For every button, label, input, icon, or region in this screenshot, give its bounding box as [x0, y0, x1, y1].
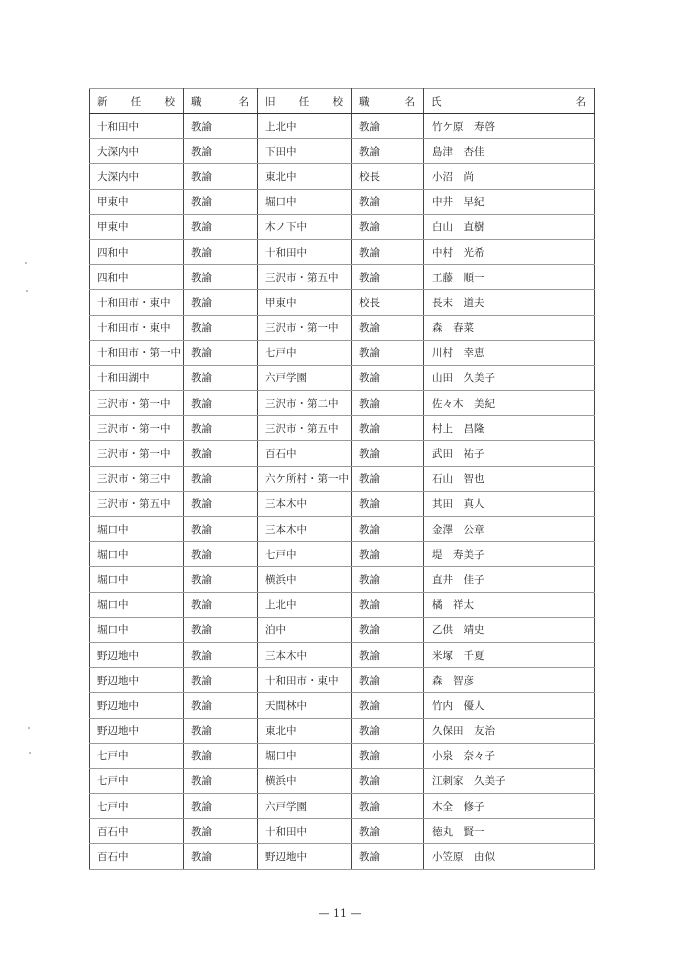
table-row	[90, 668, 595, 693]
cell-position: 教諭	[184, 239, 258, 264]
cell-old-position: 教諭	[352, 139, 424, 164]
cell-old-school: 三沢市・第一中	[258, 315, 352, 340]
cell-position: 教諭	[184, 466, 258, 491]
cell-old-position: 教諭	[352, 567, 424, 592]
cell-old-school: 木ノ下中	[258, 214, 352, 239]
cell-position: 教諭	[184, 340, 258, 365]
cell-old-school: 野辺地中	[258, 844, 352, 869]
cell-name: 金澤 公章	[424, 517, 595, 542]
cell-old-position: 教諭	[352, 239, 424, 264]
cell-old-school: 六戸学園	[258, 365, 352, 390]
cell-old-school: 横浜中	[258, 768, 352, 793]
cell-old-position: 校長	[352, 290, 424, 315]
cell-new-school: 十和田中	[90, 114, 184, 139]
header-old-position: 職 名	[352, 89, 424, 114]
cell-position: 教諭	[184, 416, 258, 441]
cell-name: 工藤 順一	[424, 265, 595, 290]
table-row	[90, 542, 595, 567]
cell-new-school: 三沢市・第一中	[90, 391, 184, 416]
cell-name: 堤 寿美子	[424, 542, 595, 567]
cell-position: 教諭	[184, 668, 258, 693]
cell-name: 小沼 尚	[424, 164, 595, 189]
cell-position: 教諭	[184, 214, 258, 239]
cell-old-school: 六ケ所村・第一中	[258, 466, 352, 491]
cell-position: 教諭	[184, 542, 258, 567]
cell-new-school: 七戸中	[90, 768, 184, 793]
cell-old-position: 教諭	[352, 718, 424, 743]
cell-name: 木全 修子	[424, 794, 595, 819]
cell-name: 米塚 千夏	[424, 642, 595, 667]
cell-name: 川村 幸恵	[424, 340, 595, 365]
cell-new-school: 十和田湖中	[90, 365, 184, 390]
cell-old-school: 十和田市・東中	[258, 668, 352, 693]
cell-name: 小笠原 由似	[424, 844, 595, 869]
cell-old-school: 上北中	[258, 114, 352, 139]
cell-name: 江刺家 久美子	[424, 768, 595, 793]
cell-name: 竹内 優人	[424, 693, 595, 718]
table-row	[90, 693, 595, 718]
table-row	[90, 416, 595, 441]
cell-old-school: 六戸学園	[258, 794, 352, 819]
cell-position: 教諭	[184, 391, 258, 416]
cell-new-school: 野辺地中	[90, 718, 184, 743]
cell-old-position: 教諭	[352, 265, 424, 290]
cell-name: 森 春菜	[424, 315, 595, 340]
cell-old-position: 教諭	[352, 441, 424, 466]
cell-old-position: 教諭	[352, 214, 424, 239]
cell-old-position: 教諭	[352, 517, 424, 542]
cell-old-position: 教諭	[352, 416, 424, 441]
table-row	[90, 491, 595, 516]
cell-position: 教諭	[184, 567, 258, 592]
header-position: 職 名	[184, 89, 258, 114]
cell-new-school: 甲東中	[90, 189, 184, 214]
cell-old-position: 教諭	[352, 668, 424, 693]
personnel-table-container	[89, 88, 594, 870]
table-row	[90, 189, 595, 214]
cell-new-school: 大深内中	[90, 139, 184, 164]
cell-position: 教諭	[184, 718, 258, 743]
cell-new-school: 四和中	[90, 239, 184, 264]
cell-old-school: 泊中	[258, 617, 352, 642]
table-row	[90, 617, 595, 642]
cell-new-school: 甲東中	[90, 214, 184, 239]
cell-position: 教諭	[184, 139, 258, 164]
cell-position: 教諭	[184, 365, 258, 390]
cell-old-position: 教諭	[352, 693, 424, 718]
table-row	[90, 441, 595, 466]
table-row	[90, 517, 595, 542]
cell-new-school: 十和田市・東中	[90, 315, 184, 340]
cell-position: 教諭	[184, 290, 258, 315]
cell-old-school: 堀口中	[258, 189, 352, 214]
cell-position: 教諭	[184, 315, 258, 340]
cell-new-school: 三沢市・第一中	[90, 416, 184, 441]
cell-new-school: 十和田市・東中	[90, 290, 184, 315]
table-header-row	[90, 89, 595, 114]
cell-old-position: 教諭	[352, 617, 424, 642]
cell-name: 久保田 友治	[424, 718, 595, 743]
cell-old-school: 三本木中	[258, 491, 352, 516]
cell-name: 中井 早紀	[424, 189, 595, 214]
cell-old-school: 七戸中	[258, 340, 352, 365]
cell-new-school: 野辺地中	[90, 642, 184, 667]
cell-new-school: 三沢市・第一中	[90, 441, 184, 466]
table-row	[90, 114, 595, 139]
cell-position: 教諭	[184, 794, 258, 819]
cell-old-school: 十和田中	[258, 239, 352, 264]
cell-new-school: 七戸中	[90, 794, 184, 819]
cell-name: 村上 昌隆	[424, 416, 595, 441]
cell-old-school: 下田中	[258, 139, 352, 164]
cell-name: 長末 道夫	[424, 290, 595, 315]
cell-old-position: 教諭	[352, 315, 424, 340]
table-row	[90, 794, 595, 819]
cell-new-school: 三沢市・第五中	[90, 491, 184, 516]
cell-old-position: 教諭	[352, 794, 424, 819]
cell-position: 教諭	[184, 517, 258, 542]
cell-old-position: 教諭	[352, 768, 424, 793]
table-row	[90, 718, 595, 743]
cell-new-school: 三沢市・第三中	[90, 466, 184, 491]
cell-old-school: 三沢市・第二中	[258, 391, 352, 416]
cell-position: 教諭	[184, 114, 258, 139]
cell-name: 徳丸 賢一	[424, 819, 595, 844]
cell-new-school: 堀口中	[90, 542, 184, 567]
cell-new-school: 野辺地中	[90, 693, 184, 718]
cell-position: 教諭	[184, 441, 258, 466]
personnel-transfer-table	[89, 88, 595, 870]
cell-new-school: 堀口中	[90, 592, 184, 617]
cell-position: 教諭	[184, 743, 258, 768]
table-row	[90, 819, 595, 844]
table-row	[90, 466, 595, 491]
cell-old-school: 十和田中	[258, 819, 352, 844]
table-row	[90, 567, 595, 592]
cell-name: 山田 久美子	[424, 365, 595, 390]
cell-new-school: 堀口中	[90, 517, 184, 542]
cell-position: 教諭	[184, 819, 258, 844]
cell-old-school: 堀口中	[258, 743, 352, 768]
cell-position: 教諭	[184, 265, 258, 290]
cell-position: 教諭	[184, 844, 258, 869]
scan-mark	[25, 262, 27, 264]
cell-old-school: 七戸中	[258, 542, 352, 567]
cell-old-school: 三本木中	[258, 517, 352, 542]
cell-position: 教諭	[184, 617, 258, 642]
cell-old-position: 教諭	[352, 642, 424, 667]
cell-old-school: 東北中	[258, 718, 352, 743]
cell-name: 佐々木 美紀	[424, 391, 595, 416]
scan-mark	[28, 727, 30, 729]
table-row	[90, 642, 595, 667]
cell-old-school: 天間林中	[258, 693, 352, 718]
cell-position: 教諭	[184, 164, 258, 189]
cell-new-school: 百石中	[90, 819, 184, 844]
cell-old-position: 校長	[352, 164, 424, 189]
cell-position: 教諭	[184, 491, 258, 516]
scan-mark	[26, 290, 28, 292]
cell-name: 白山 直樹	[424, 214, 595, 239]
cell-old-position: 教諭	[352, 391, 424, 416]
cell-old-position: 教諭	[352, 844, 424, 869]
cell-old-position: 教諭	[352, 592, 424, 617]
cell-old-position: 教諭	[352, 819, 424, 844]
page-number: — 11 —	[318, 907, 362, 920]
cell-name: 其田 真人	[424, 491, 595, 516]
cell-old-school: 三沢市・第五中	[258, 265, 352, 290]
cell-old-position: 教諭	[352, 189, 424, 214]
cell-old-school: 百石中	[258, 441, 352, 466]
cell-position: 教諭	[184, 768, 258, 793]
cell-name: 乙供 靖史	[424, 617, 595, 642]
cell-old-position: 教諭	[352, 365, 424, 390]
table-row	[90, 592, 595, 617]
cell-position: 教諭	[184, 189, 258, 214]
cell-name: 森 智彦	[424, 668, 595, 693]
cell-new-school: 野辺地中	[90, 668, 184, 693]
cell-old-position: 教諭	[352, 743, 424, 768]
cell-position: 教諭	[184, 592, 258, 617]
table-row	[90, 315, 595, 340]
cell-old-position: 教諭	[352, 114, 424, 139]
cell-name: 島津 杏佳	[424, 139, 595, 164]
header-old-school: 旧 任 校	[258, 89, 352, 114]
cell-old-position: 教諭	[352, 491, 424, 516]
cell-new-school: 百石中	[90, 844, 184, 869]
cell-position: 教諭	[184, 642, 258, 667]
table-body	[90, 114, 595, 870]
table-row	[90, 265, 595, 290]
table-row	[90, 844, 595, 869]
table-row	[90, 164, 595, 189]
table-row	[90, 290, 595, 315]
header-name: 氏 名	[424, 89, 595, 114]
table-row	[90, 214, 595, 239]
cell-old-position: 教諭	[352, 542, 424, 567]
cell-old-position: 教諭	[352, 340, 424, 365]
cell-old-school: 横浜中	[258, 567, 352, 592]
cell-position: 教諭	[184, 693, 258, 718]
cell-old-school: 三沢市・第五中	[258, 416, 352, 441]
cell-new-school: 堀口中	[90, 567, 184, 592]
cell-new-school: 七戸中	[90, 743, 184, 768]
table-row	[90, 239, 595, 264]
scan-mark	[29, 752, 31, 754]
cell-name: 竹ケ原 寿啓	[424, 114, 595, 139]
cell-name: 中村 光希	[424, 239, 595, 264]
cell-old-position: 教諭	[352, 466, 424, 491]
cell-old-school: 東北中	[258, 164, 352, 189]
cell-old-school: 三本木中	[258, 642, 352, 667]
cell-name: 小泉 奈々子	[424, 743, 595, 768]
cell-new-school: 十和田市・第一中	[90, 340, 184, 365]
cell-new-school: 堀口中	[90, 617, 184, 642]
cell-new-school: 大深内中	[90, 164, 184, 189]
table-row	[90, 768, 595, 793]
table-row	[90, 743, 595, 768]
cell-old-school: 上北中	[258, 592, 352, 617]
cell-name: 武田 祐子	[424, 441, 595, 466]
cell-name: 石山 智也	[424, 466, 595, 491]
table-row	[90, 365, 595, 390]
table-row	[90, 139, 595, 164]
cell-old-school: 甲東中	[258, 290, 352, 315]
table-row	[90, 391, 595, 416]
header-new-school: 新 任 校	[90, 89, 184, 114]
cell-name: 直井 佳子	[424, 567, 595, 592]
cell-name: 橘 祥太	[424, 592, 595, 617]
table-row	[90, 340, 595, 365]
cell-new-school: 四和中	[90, 265, 184, 290]
